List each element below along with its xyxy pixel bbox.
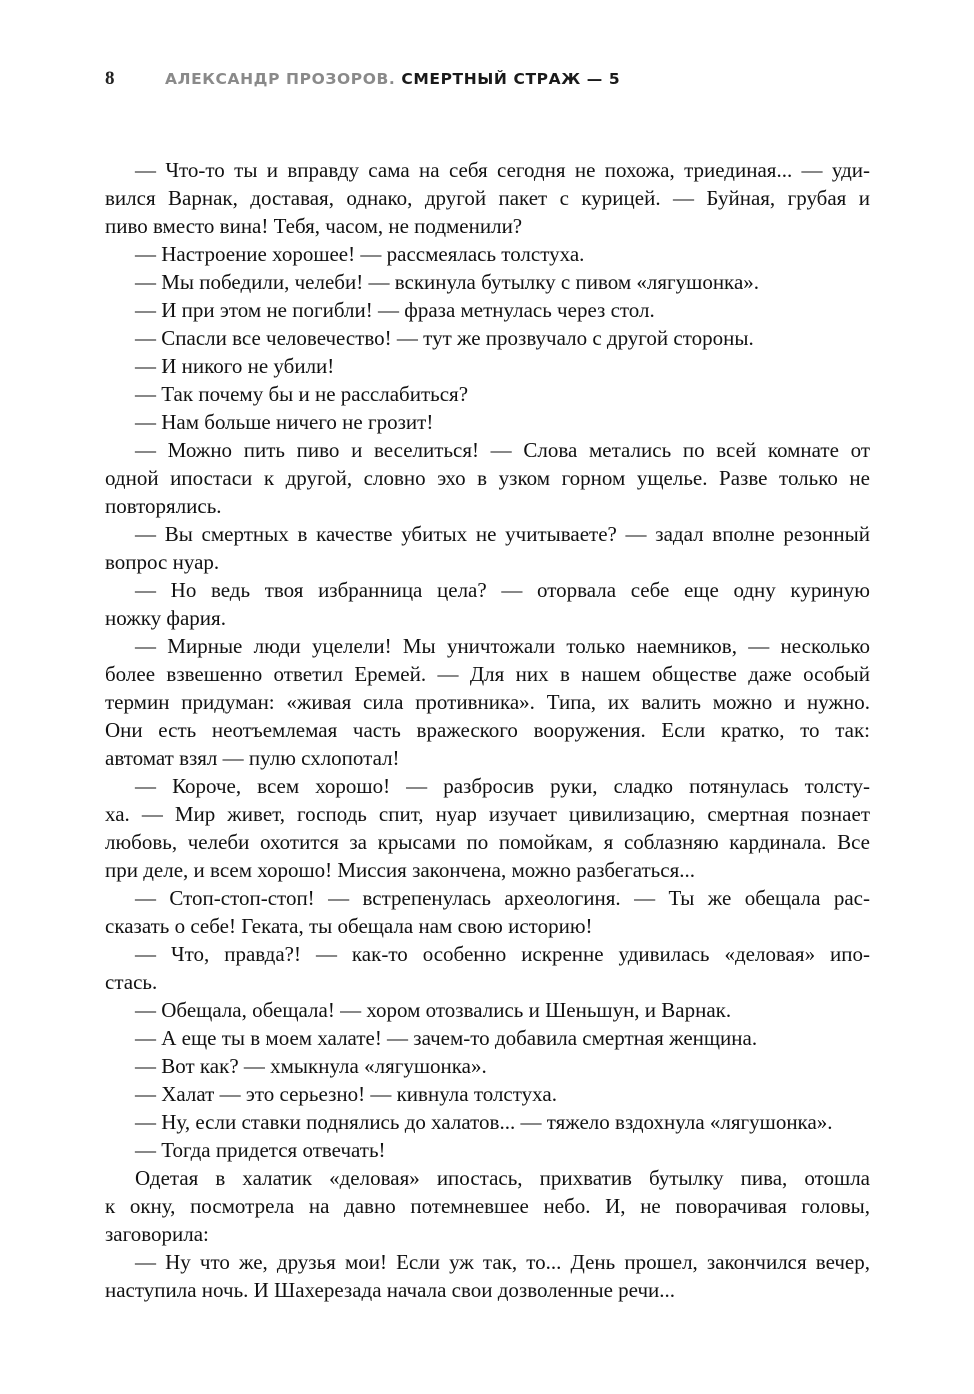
text-line: — Ну что же, друзья мои! Если уж так, то... День прошел, закончился вечер, [135, 1250, 870, 1274]
text-line: стась. [105, 970, 158, 994]
body-text [105, 156, 870, 1304]
header-author: АЛЕКСАНДР ПРОЗОРОВ. [165, 70, 396, 88]
text-line: вился Варнак, доставая, однако, другой пакет с курицей. — Буйная, грубая и [105, 186, 870, 210]
text-line: — Мирные люди уцелели! Мы уничтожали только наемников, — несколько [135, 634, 870, 658]
paragraph [105, 352, 870, 380]
paragraph [105, 1248, 870, 1304]
text-line: — Мы победили, челеби! — вскинула бутылку с пивом «лягушонка». [135, 270, 760, 294]
text-line: заговорила: [105, 1222, 209, 1246]
text-line: ха. — Мир живет, господь спит, нуар изучает цивилизацию, смертная познает [105, 802, 870, 826]
text-line: — Нам больше ничего не грозит! [135, 410, 434, 434]
text-line: более взвешенно ответил Еремей. — Для них в нашем обществе даже особый [105, 662, 870, 686]
text-line: термин придуман: «живая сила противника». Типа, их валить можно и нужно. [105, 690, 870, 714]
paragraph [105, 576, 870, 632]
text-line: ножку фария. [105, 606, 226, 630]
paragraph [105, 1052, 870, 1080]
text-line: — Стоп-стоп-стоп! — встрепенулась археологиня. — Ты же обещала рас- [135, 886, 870, 910]
text-line: Одетая в халатик «деловая» ипостась, прихватив бутылку пива, отошла [135, 1166, 870, 1190]
text-line: вопрос нуар. [105, 550, 220, 574]
text-line: автомат взял — пулю схлопотал! [105, 746, 400, 770]
text-line: повторялись. [105, 494, 222, 518]
paragraph [105, 1164, 870, 1248]
paragraph [105, 156, 870, 240]
paragraph [105, 268, 870, 296]
text-line: — Ну, если ставки поднялись до халатов... — тяжело вздохнула «лягушонка». [135, 1110, 833, 1134]
text-line: — А еще ты в моем халате! — зачем-то добавила смертная женщина. [135, 1026, 758, 1050]
text-line: — Так почему бы и не расслабиться? [135, 382, 469, 406]
text-line: любовь, челеби охотится за крысами по помойкам, я соблазняю кардинала. Все [105, 830, 870, 854]
text-line: Они есть неотъемлемая часть вражеского вооружения. Если кратко, то так: [105, 718, 870, 742]
text-line: — Вы смертных в качестве убитых не учитываете? — задал вполне резонный [135, 522, 870, 546]
paragraph [105, 380, 870, 408]
text-line: — Халат — это серьезно! — кивнула толстуха. [135, 1082, 557, 1106]
paragraph [105, 1136, 870, 1164]
paragraph [105, 240, 870, 268]
paragraph [105, 296, 870, 324]
text-line: одной ипостаси к другой, словно эхо в узком горном ущелье. Разве только не [105, 466, 870, 490]
paragraph [105, 520, 870, 576]
text-line: сказать о себе! Геката, ты обещала нам свою историю! [105, 914, 593, 938]
text-line: — Что, правда?! — как-то особенно искренне удивилась «деловая» ипо- [135, 942, 870, 966]
paragraph [105, 1108, 870, 1136]
text-line: — И при этом не погибли! — фраза метнулась через стол. [135, 298, 655, 322]
text-line: наступила ночь. И Шахерезада начала свои дозволенные речи... [105, 1278, 676, 1302]
text-line: — Обещала, обещала! — хором отозвались и Шеньшун, и Варнак. [135, 998, 732, 1022]
text-line: — Тогда придется отвечать! [135, 1138, 386, 1162]
text-line: — Но ведь твоя избранница цела? — оторвала себе еще одну куриную [135, 578, 870, 602]
paragraph [105, 884, 870, 940]
text-line: — И никого не убили! [135, 354, 335, 378]
text-line: к окну, посмотрела на давно потемневшее небо. И, не поворачивая головы, [105, 1194, 870, 1218]
paragraph [105, 408, 870, 436]
paragraph [105, 940, 870, 996]
text-line: — Вот как? — хмыкнула «лягушонка». [135, 1054, 487, 1078]
header-author-title [165, 70, 620, 88]
paragraph [105, 436, 870, 520]
text-line: — Что-то ты и вправду сама на себя сегодня не похожа, триединая... — уди- [135, 158, 870, 182]
paragraph [105, 324, 870, 352]
paragraph [105, 996, 870, 1024]
page-number: 8 [105, 68, 115, 89]
text-line: — Можно пить пиво и веселиться! — Слова метались по всей комнате от [135, 438, 870, 462]
text-line: — Настроение хорошее! — рассмеялась толстуха. [135, 242, 585, 266]
text-line: — Короче, всем хорошо! — разбросив руки, сладко потянулась толсту- [135, 774, 870, 798]
text-line: пиво вместо вина! Тебя, часом, не подменили? [105, 214, 523, 238]
paragraph [105, 1024, 870, 1052]
paragraph [105, 632, 870, 772]
header-book-title: СМЕРТНЫЙ СТРАЖ — 5 [401, 70, 621, 88]
text-line: при деле, и всем хорошо! Миссия закончена, можно разбегаться... [105, 858, 695, 882]
paragraph [105, 1080, 870, 1108]
text-line: — Спасли все человечество! — тут же прозвучало с другой стороны. [135, 326, 754, 350]
paragraph [105, 772, 870, 884]
